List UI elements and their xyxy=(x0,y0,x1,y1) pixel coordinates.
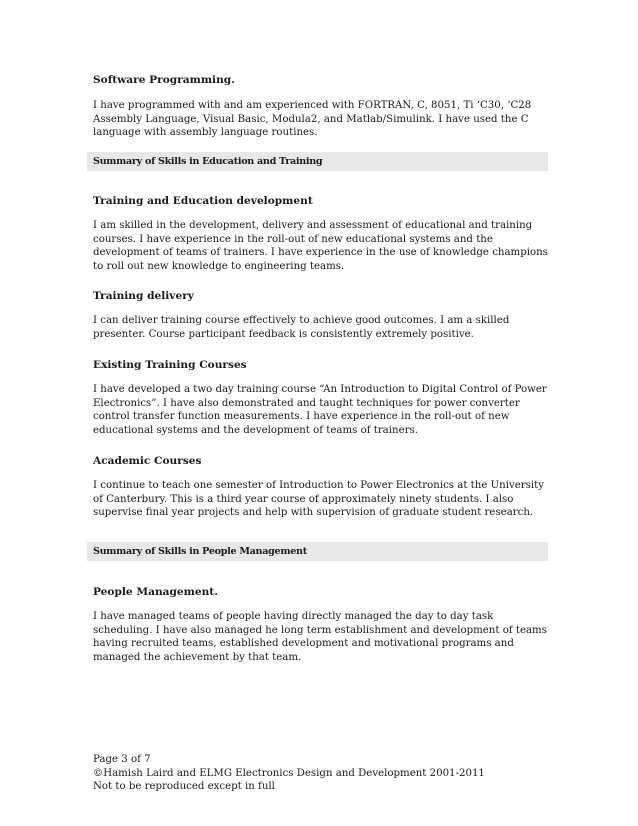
existing-courses-body: I have developed a two day training course “An Introduction to Digital Control of Power Electronics”. I have also demonstrated and taught techniques for power converter control transfer function measurements. I have experience in the roll-out of new educational systems and the development of teams of trainers. xyxy=(93,384,547,436)
people-heading: People Management. xyxy=(93,586,218,598)
training-delivery-section xyxy=(93,289,548,341)
training-dev-section xyxy=(93,194,548,273)
people-summary-band xyxy=(87,542,548,561)
reproduction-notice: Not to be reproduced except in full xyxy=(93,781,275,792)
software-body: I have programmed with and am experienced with FORTRAN, C, 8051, Ti ‘C30, ‘C28 Assembly Language, Visual Basic, Modula2, and Matlab/Simulink. I have used the C language with assembly language routines. xyxy=(93,100,532,138)
people-section xyxy=(93,585,548,664)
academic-heading: Academic Courses xyxy=(93,455,202,467)
training-delivery-body: I can deliver training course effectively to achieve good outcomes. I am a skilled presenter. Course participant feedback is consistently extremely positive. xyxy=(93,315,510,340)
education-summary-band xyxy=(87,152,548,171)
education-summary-title: Summary of Skills in Education and Training xyxy=(93,156,323,167)
training-dev-body: I am skilled in the development, delivery and assessment of educational and training courses. I have experience in the roll-out of new educational systems and the development of teams of trainers. I have experience in the use of knowledge champions to roll out new knowledge to engineering teams. xyxy=(93,220,548,272)
academic-body: I continue to teach one semester of Introduction to Power Electronics at the University of Canterbury. This is a third year course of approximately ninety students. I also supervise final year projects and help with supervision of graduate student research. xyxy=(93,480,544,518)
academic-section xyxy=(93,454,548,520)
copyright-line: ©Hamish Laird and ELMG Electronics Design and Development 2001-2011 xyxy=(93,767,485,779)
existing-courses-section xyxy=(93,358,548,437)
people-body: I have managed teams of people having directly managed the day to day task scheduling. I have also managed he long term establishment and development of teams having recruited teams, established development and motivational programs and managed the achievement by that team. xyxy=(93,611,547,663)
software-heading: Software Programming. xyxy=(93,74,235,86)
page-number: Page 3 of 7 xyxy=(93,754,151,765)
existing-courses-heading: Existing Training Courses xyxy=(93,359,247,371)
training-delivery-heading: Training delivery xyxy=(93,290,194,302)
software-section xyxy=(93,73,548,140)
page-footer xyxy=(93,753,485,794)
people-summary-title: Summary of Skills in People Management xyxy=(93,546,307,557)
training-dev-heading: Training and Education development xyxy=(93,195,313,207)
